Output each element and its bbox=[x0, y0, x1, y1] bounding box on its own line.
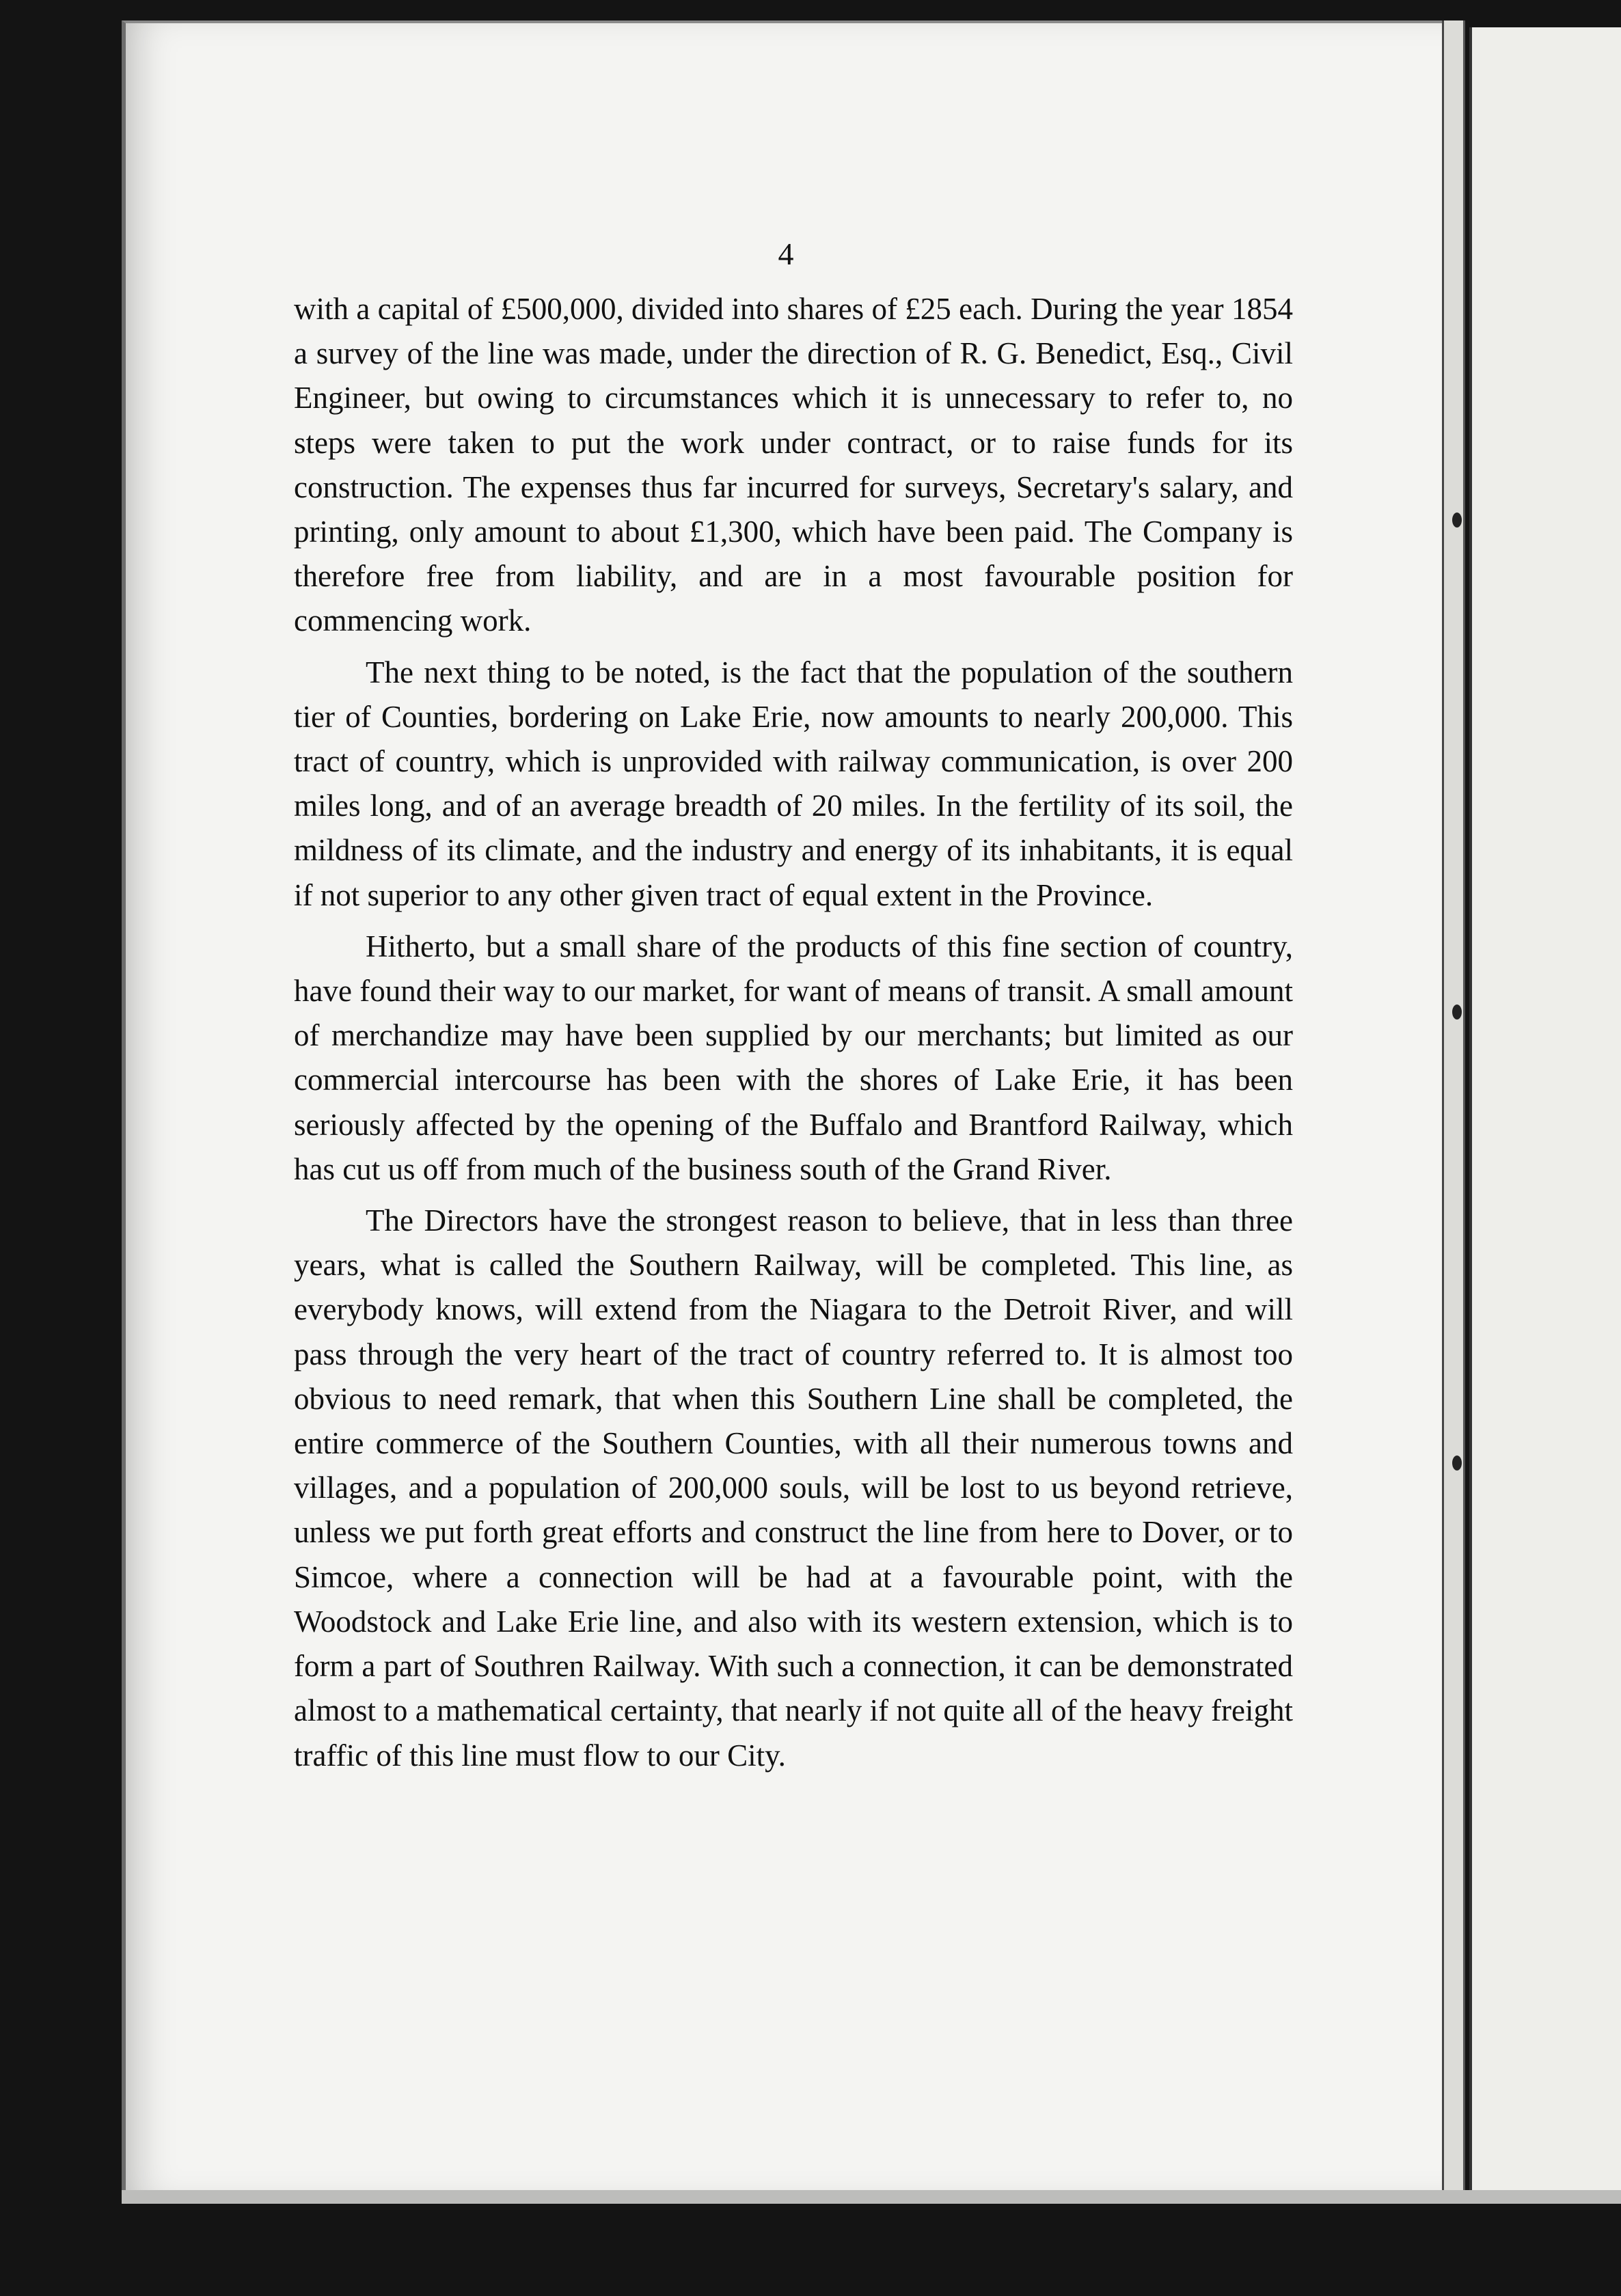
paragraph: The next thing to be noted, is the fact that the population of the southern tier of Counties, bordering on Lake Erie, now amounts to nearly 200,000. This tract of country, which is unprovided with railway communication, is over 200 miles long, and of an average breadth of 20 miles. In the fertility of its soil, the mildness of its climate, and the industry and energy of its inhabitants, it is equal if not superior to any other given tract of equal extent in the Province. bbox=[294, 655, 1293, 912]
page-number: 4 bbox=[778, 236, 794, 271]
body-text bbox=[294, 287, 1293, 1785]
binding-mark bbox=[1452, 1456, 1462, 1471]
paragraph: Hitherto, but a small share of the products of this fine section of country, have found their way to our market, for want of means of transit. A small amount of merchandize may have been supplied by our merchants; but limited as our commercial intercourse has been with the shores of Lake Erie, it has been seriously affected by the opening of the Buffalo and Brantford Railway, which has cut us off from much of the business south of the Grand River. bbox=[294, 929, 1293, 1186]
scan-bottom-edge bbox=[122, 2190, 1621, 2204]
page-spine-edge bbox=[1442, 20, 1465, 2194]
paragraph: with a capital of £500,000, divided into shares of £25 each. During the year 1854 a survey of the line was made, under the direction of R. G. Benedict, Esq., Civil Engineer, but owing to circumstances which it is unnecessary to refer to, no steps were taken to put the work under contract, or to raise funds for its construction. The expenses thus far incurred for surveys, Secretary's salary, and printing, only amount to about £1,300, which have been paid. The Company is therefore free from liability, and are in a most favourable position for commencing work. bbox=[294, 292, 1293, 638]
paragraph: The Directors have the strongest reason to believe, that in less than three years, what is called the Southern Railway, will be completed. This line, as everybody knows, will extend from the Niagara to the Detroit River, and will pass through the very heart of the tract of country referred to. It is almost too obvious to need remark, that when this Southern Line shall be completed, the entire commerce of the Southern Counties, with all their numerous towns and villages, and a population of 200,000 souls, will be lost to us beyond retrieve, unless we put forth great efforts and construct the line from here to Dover, or to Simcoe, where a connection will be had at a favourable point, with the Woodstock and Lake Erie line, and also with its western extension, which is to form a part of Southren Railway. With such a connection, it can be demonstrated almost to a mathematical certainty, that nearly if not quite all of the heavy freight traffic of this line must flow to our City. bbox=[294, 1203, 1293, 1773]
adjacent-page bbox=[1469, 27, 1621, 2194]
binding-mark bbox=[1452, 512, 1462, 528]
binding-mark bbox=[1452, 1004, 1462, 1020]
